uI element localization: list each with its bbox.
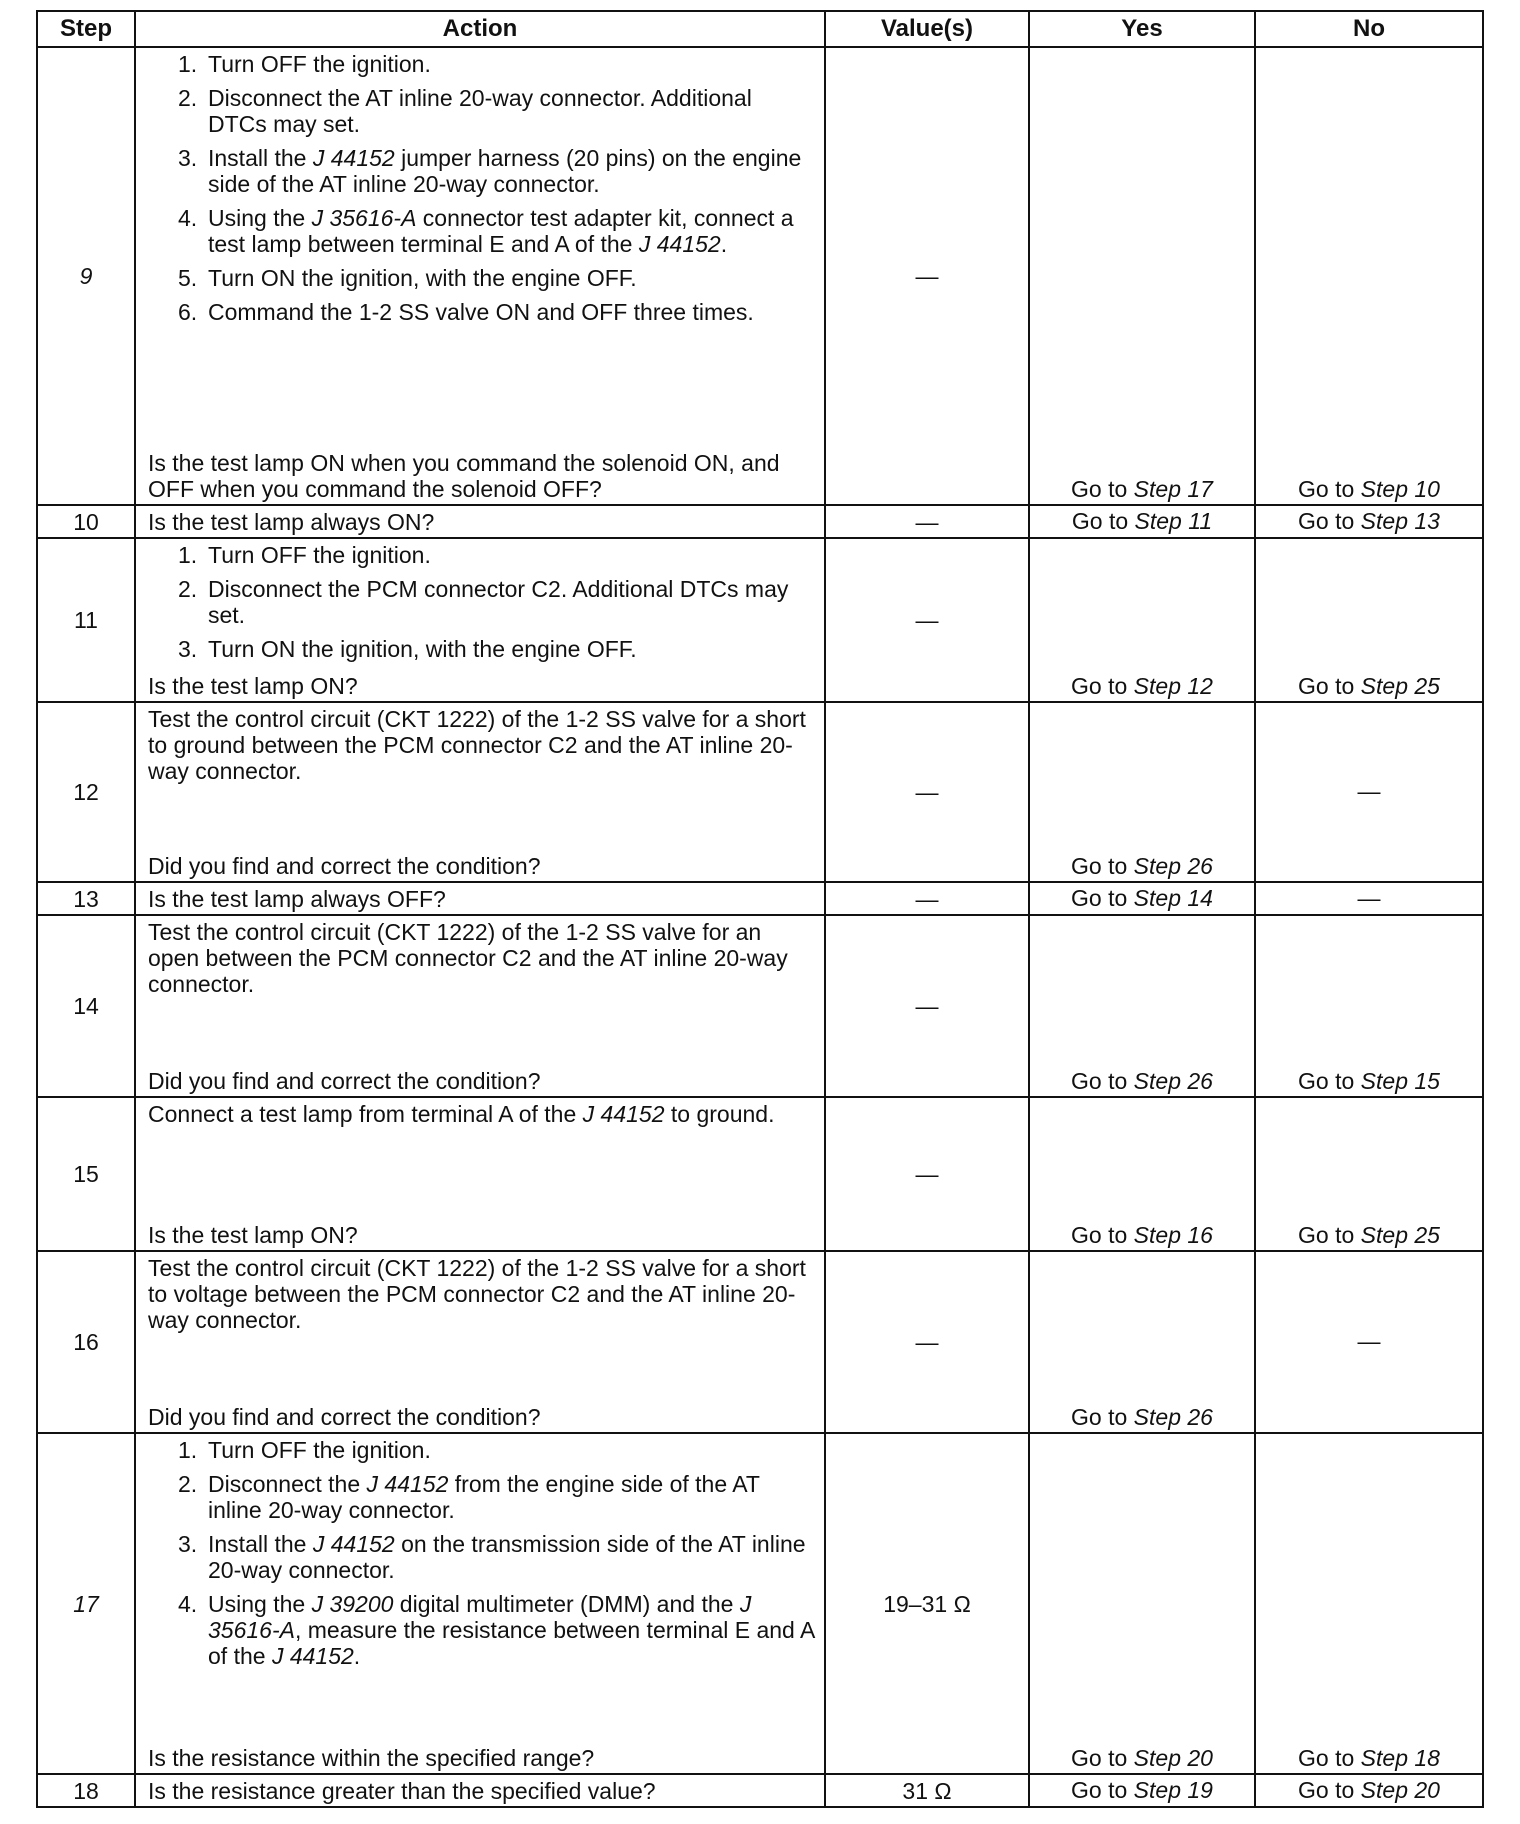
step-number: 13 xyxy=(37,882,135,915)
table-row xyxy=(37,505,1483,538)
yes-cell xyxy=(1029,47,1255,505)
tool-name: J 35616-A xyxy=(311,205,417,231)
instruction-item: 1. Turn OFF the ignition. xyxy=(178,51,431,77)
tool-name: J 44152 xyxy=(366,1471,449,1497)
table-row xyxy=(37,538,1483,702)
table-row xyxy=(37,1774,1483,1807)
header-values: Value(s) xyxy=(825,11,1029,47)
value-cell: — xyxy=(825,702,1029,882)
instruction-number: 2. xyxy=(178,85,198,111)
step-number: 16 xyxy=(37,1251,135,1433)
step-target: Step 20 xyxy=(1360,1776,1440,1803)
step-target: Step 25 xyxy=(1360,673,1440,699)
yes-goto-link[interactable]: Go to Step 20 xyxy=(1071,1745,1213,1771)
instruction-number: 6. xyxy=(178,299,198,325)
instruction-number: 3. xyxy=(178,1531,198,1557)
instruction-item: 2. Disconnect the PCM connector C2. Additional DTCs may set. xyxy=(178,576,789,628)
step-target: Step 15 xyxy=(1360,1068,1440,1094)
step-number: 18 xyxy=(37,1774,135,1807)
yes-goto-link[interactable]: Go to Step 26 xyxy=(1071,1068,1213,1094)
table-row xyxy=(37,915,1483,1097)
action-question: Is the resistance within the specified range? xyxy=(148,1745,595,1771)
header-action: Action xyxy=(135,11,825,47)
step-target: Step 14 xyxy=(1133,884,1213,911)
step-number: 12 xyxy=(37,702,135,882)
no-cell xyxy=(1255,915,1483,1097)
action-question: Did you find and correct the condition? xyxy=(148,853,541,879)
action-cell xyxy=(135,505,825,538)
header-no: No xyxy=(1255,11,1483,47)
step-number: 9 xyxy=(37,47,135,505)
yes-cell xyxy=(1029,538,1255,702)
value-cell: — xyxy=(825,1251,1029,1433)
yes-goto-link[interactable]: Go to Step 17 xyxy=(1071,476,1213,502)
action-question: Did you find and correct the condition? xyxy=(148,1404,541,1430)
instruction-number: 1. xyxy=(178,51,198,77)
tool-name: J 44152 xyxy=(582,1101,665,1127)
no-cell xyxy=(1255,1774,1483,1807)
step-target: Step 10 xyxy=(1360,476,1440,502)
instruction-number: 3. xyxy=(178,636,198,662)
step-target: Step 26 xyxy=(1133,853,1213,879)
no-goto-link[interactable]: Go to Step 10 xyxy=(1298,476,1440,502)
step-target: Step 20 xyxy=(1133,1745,1213,1771)
action-cell xyxy=(135,1774,825,1807)
action-text: Test the control circuit (CKT 1222) of the 1-2 SS valve for a short to ground between the PCM connector C2 and the AT inline 20-way connector. xyxy=(148,706,806,784)
no-goto-link[interactable]: Go to Step 25 xyxy=(1298,673,1440,699)
value-cell: — xyxy=(825,915,1029,1097)
action-question: Is the test lamp ON when you command the solenoid ON, and OFF when you command the solenoid OFF? xyxy=(148,450,780,502)
table-row xyxy=(37,702,1483,882)
action-text: Connect a test lamp from terminal A of the J 44152 to ground. xyxy=(148,1101,775,1127)
table-row xyxy=(37,1433,1483,1774)
instruction-item: 4. Using the J 35616-A connector test adapter kit, connect a test lamp between terminal E and A of the J 44152. xyxy=(178,205,794,257)
no-cell xyxy=(1255,47,1483,505)
action-text: Test the control circuit (CKT 1222) of the 1-2 SS valve for a short to voltage between the PCM connector C2 and the AT inline 20-way connector. xyxy=(148,1255,806,1333)
instruction-number: 2. xyxy=(178,1471,198,1497)
step-target: Step 26 xyxy=(1133,1068,1213,1094)
step-target: Step 11 xyxy=(1134,507,1213,534)
action-question: Is the test lamp always OFF? xyxy=(148,886,446,912)
tool-name: J 44152 xyxy=(312,1531,395,1557)
no-cell: — xyxy=(1255,702,1483,882)
yes-cell xyxy=(1029,505,1255,538)
yes-goto-link[interactable]: Go to Step 12 xyxy=(1071,673,1213,699)
tool-name: J 44152 xyxy=(271,1643,354,1669)
instruction-list xyxy=(148,542,816,670)
action-cell xyxy=(135,702,825,882)
instruction-list xyxy=(148,1437,816,1677)
no-goto-link[interactable]: Go to Step 25 xyxy=(1298,1222,1440,1248)
table-row xyxy=(37,1251,1483,1433)
instruction-item: 4. Using the J 39200 digital multimeter (DMM) and the J 35616-A, measure the resistance between terminal E and A of the J 44152. xyxy=(178,1591,815,1669)
no-cell xyxy=(1255,1433,1483,1774)
action-text: Test the control circuit (CKT 1222) of the 1-2 SS valve for an open between the PCM connector C2 and the AT inline 20-way connector. xyxy=(148,919,788,997)
instruction-item: 3. Install the J 44152 on the transmission side of the AT inline 20-way connector. xyxy=(178,1531,806,1583)
instruction-number: 5. xyxy=(178,265,198,291)
step-target: Step 13 xyxy=(1360,507,1440,534)
yes-cell xyxy=(1029,1251,1255,1433)
value-cell: 31 Ω xyxy=(825,1774,1029,1807)
instruction-item: 2. Disconnect the AT inline 20-way connector. Additional DTCs may set. xyxy=(178,85,752,137)
action-cell xyxy=(135,538,825,702)
no-cell xyxy=(1255,505,1483,538)
value-cell: — xyxy=(825,47,1029,505)
table-row xyxy=(37,882,1483,915)
yes-goto-link[interactable]: Go to Step 19 xyxy=(1071,1776,1213,1803)
yes-cell xyxy=(1029,915,1255,1097)
no-goto-link[interactable]: Go to Step 15 xyxy=(1298,1068,1440,1094)
instruction-item: 3. Turn ON the ignition, with the engine OFF. xyxy=(178,636,637,662)
step-number: 14 xyxy=(37,915,135,1097)
no-cell xyxy=(1255,538,1483,702)
tool-name: J 35616-A xyxy=(208,1591,752,1643)
step-target: Step 17 xyxy=(1133,476,1213,502)
instruction-number: 4. xyxy=(178,1591,198,1617)
action-cell xyxy=(135,1097,825,1251)
instruction-number: 2. xyxy=(178,576,198,602)
value-cell: 19–31 Ω xyxy=(825,1433,1029,1774)
instruction-item: 1. Turn OFF the ignition. xyxy=(178,542,431,568)
instruction-item: 1. Turn OFF the ignition. xyxy=(178,1437,431,1463)
step-target: Step 16 xyxy=(1133,1222,1213,1248)
diagnostic-table xyxy=(36,10,1484,1808)
instruction-number: 1. xyxy=(178,542,198,568)
instruction-number: 4. xyxy=(178,205,198,231)
step-target: Step 19 xyxy=(1133,1776,1213,1803)
tool-name: J 44152 xyxy=(638,231,721,257)
action-question: Is the resistance greater than the specified value? xyxy=(148,1778,656,1804)
instruction-item: 6. Command the 1-2 SS valve ON and OFF three times. xyxy=(178,299,754,325)
yes-cell xyxy=(1029,882,1255,915)
yes-goto-link[interactable]: Go to Step 26 xyxy=(1071,1404,1213,1430)
yes-cell xyxy=(1029,1097,1255,1251)
action-question: Is the test lamp ON? xyxy=(148,673,358,699)
value-cell: — xyxy=(825,882,1029,915)
instruction-item: 5. Turn ON the ignition, with the engine OFF. xyxy=(178,265,637,291)
yes-goto-link[interactable]: Go to Step 26 xyxy=(1071,853,1213,879)
instruction-number: 3. xyxy=(178,145,198,171)
yes-cell xyxy=(1029,1433,1255,1774)
step-target: Step 25 xyxy=(1360,1222,1440,1248)
action-cell xyxy=(135,882,825,915)
instruction-list xyxy=(148,51,816,333)
table-row xyxy=(37,47,1483,505)
step-number: 11 xyxy=(37,538,135,702)
instruction-number: 1. xyxy=(178,1437,198,1463)
step-number: 17 xyxy=(37,1433,135,1774)
step-number: 10 xyxy=(37,505,135,538)
yes-cell xyxy=(1029,702,1255,882)
step-target: Step 12 xyxy=(1133,673,1213,699)
yes-goto-link[interactable]: Go to Step 14 xyxy=(1071,884,1213,911)
step-target: Step 26 xyxy=(1133,1404,1213,1430)
instruction-item: 3. Install the J 44152 jumper harness (20 pins) on the engine side of the AT inline 20-way connector. xyxy=(178,145,802,197)
yes-cell xyxy=(1029,1774,1255,1807)
yes-goto-link[interactable]: Go to Step 16 xyxy=(1071,1222,1213,1248)
instruction-item: 2. Disconnect the J 44152 from the engine side of the AT inline 20-way connector. xyxy=(178,1471,760,1523)
diagnostic-table-page xyxy=(36,10,1482,1808)
header-row xyxy=(37,11,1483,47)
no-cell: — xyxy=(1255,1251,1483,1433)
action-cell xyxy=(135,1251,825,1433)
step-target: Step 18 xyxy=(1360,1745,1440,1771)
action-question: Did you find and correct the condition? xyxy=(148,1068,541,1094)
header-step: Step xyxy=(37,11,135,47)
action-question: Is the test lamp always ON? xyxy=(148,509,435,535)
tool-name: J 44152 xyxy=(312,145,395,171)
action-cell xyxy=(135,915,825,1097)
value-cell: — xyxy=(825,1097,1029,1251)
no-goto-link[interactable]: Go to Step 20 xyxy=(1298,1776,1440,1803)
yes-goto-link[interactable]: Go to Step 11 xyxy=(1071,507,1213,534)
no-goto-link[interactable]: Go to Step 18 xyxy=(1298,1745,1440,1771)
no-cell: — xyxy=(1255,882,1483,915)
tool-name: J 39200 xyxy=(311,1591,394,1617)
step-number: 15 xyxy=(37,1097,135,1251)
no-cell xyxy=(1255,1097,1483,1251)
no-goto-link[interactable]: Go to Step 13 xyxy=(1298,507,1440,534)
table-row xyxy=(37,1097,1483,1251)
value-cell: — xyxy=(825,538,1029,702)
value-cell: — xyxy=(825,505,1029,538)
action-question: Is the test lamp ON? xyxy=(148,1222,358,1248)
header-yes: Yes xyxy=(1029,11,1255,47)
action-cell xyxy=(135,47,825,505)
action-cell xyxy=(135,1433,825,1774)
